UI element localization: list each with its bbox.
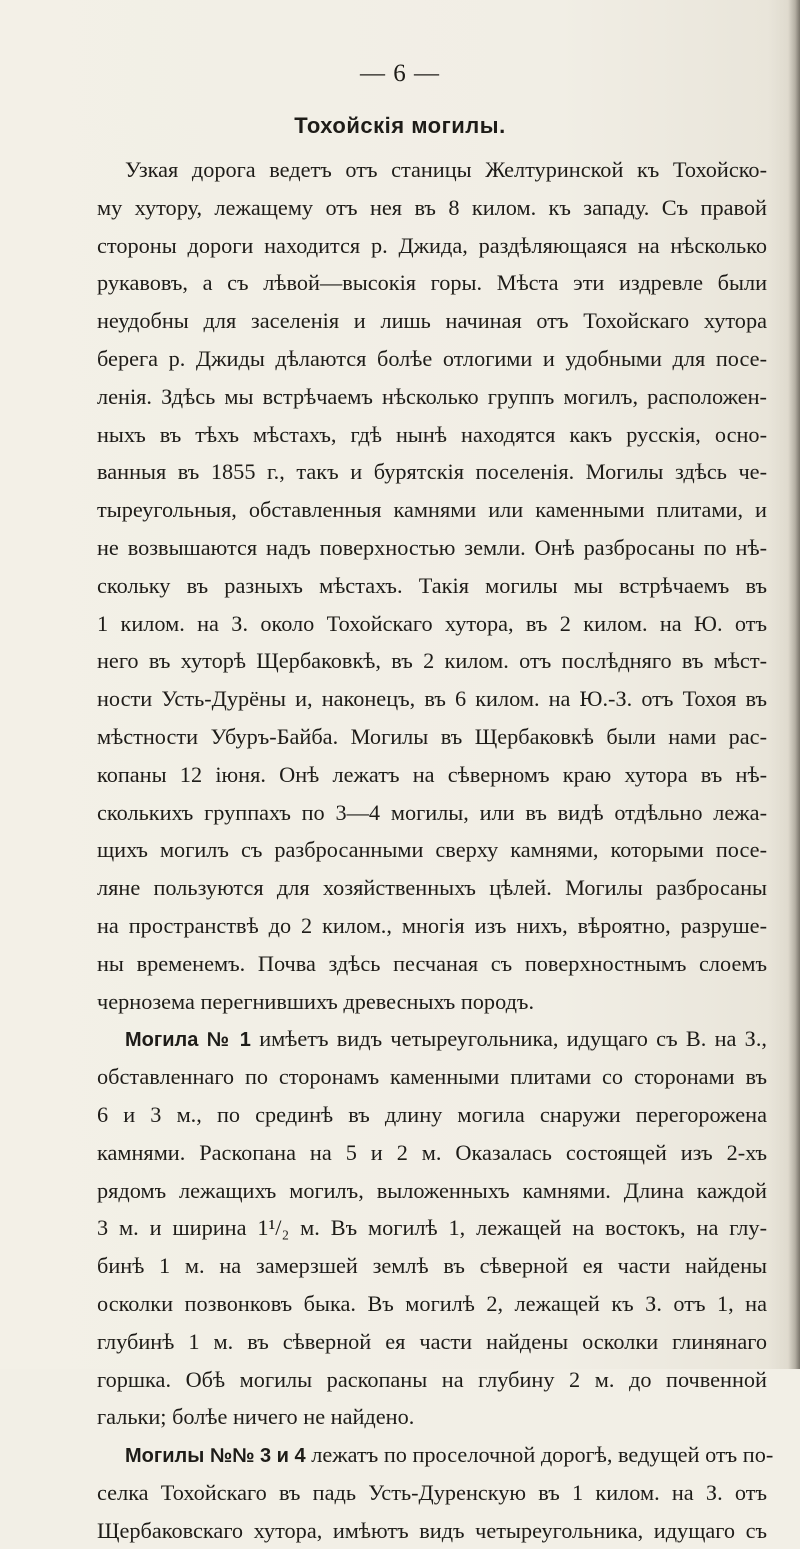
text-line [97, 1474, 767, 1512]
text-line [97, 378, 767, 416]
text-line [97, 831, 767, 869]
body-text [97, 151, 774, 1549]
text-line [97, 1361, 767, 1399]
text-line [97, 605, 767, 643]
text-line [97, 756, 767, 794]
text-line [97, 945, 767, 983]
text-line [97, 1134, 767, 1172]
text-line [97, 1209, 767, 1247]
line-text: мѣстности Убуръ-Байба. Могилы въ Щербаковкѣ были нами рас- [97, 723, 767, 749]
line-text: ляне пользуются для хозяйственныхъ цѣлей. Могилы разбросаны [97, 875, 767, 901]
text-line [97, 567, 767, 605]
text-line [97, 416, 767, 454]
text-line [97, 1436, 774, 1474]
text-line [97, 794, 767, 832]
page-edge-shadow [788, 0, 800, 1369]
line-text: чернозема перегнившихъ древесныхъ породъ. [97, 988, 535, 1014]
text-line [97, 907, 767, 945]
text-line [97, 529, 767, 567]
line-text: берега р. Джиды дѣлаются болѣе отлогими и удобными для посе- [97, 345, 767, 371]
line-text: сколькихъ группахъ по 3—4 могилы, или въ видѣ отдѣльно лежа- [97, 799, 767, 825]
text-line [97, 1020, 767, 1058]
line-text: Узкая дорога ведетъ отъ станицы Желтуринской къ Тохойско- [125, 157, 767, 182]
text-line [97, 1323, 767, 1361]
line-text: глубинѣ 1 м. въ сѣверной ея части найдены осколки глинянаго [97, 1328, 767, 1354]
text-line [97, 1398, 767, 1436]
page-number: — 6 — [360, 60, 440, 87]
text-line [97, 227, 767, 265]
line-text: не возвышаются надъ поверхностью земли. Онѣ разбросаны по нѣ- [97, 534, 767, 560]
text-line [97, 264, 767, 302]
text-line [97, 1058, 767, 1096]
line-text: ванныя въ 1855 г., такъ и бурятскія поселенія. Могилы здѣсь че- [97, 459, 767, 485]
text-line [97, 151, 767, 189]
text-line [97, 340, 767, 378]
line-text: 1 килом. на З. около Тохойскаго хутора, въ 2 килом. на Ю. отъ [97, 610, 767, 636]
line-text: селка Тохойскаго въ падь Усть-Дуренскую въ 1 килом. на З. отъ [97, 1479, 767, 1505]
text-line [97, 1096, 767, 1134]
line-text: гальки; болѣе ничего не найдено. [97, 1404, 415, 1430]
line-text: на пространствѣ до 2 килом., многія изъ нихъ, вѣроятно, разруше- [97, 912, 767, 938]
line-text: бинѣ 1 м. на замерзшей землѣ въ сѣверной ея части найдены [97, 1253, 767, 1279]
text-line [97, 1285, 767, 1323]
grave-label: Могилы №№ 3 и 4 [125, 1445, 306, 1468]
line-text: копаны 12 іюня. Онѣ лежатъ на сѣверномъ краю хутора въ нѣ- [97, 761, 767, 787]
line-text: камнями. Раскопана на 5 и 2 м. Оказалась состоящей изъ 2-хъ [97, 1139, 767, 1165]
line-text: 6 и 3 м., по срединѣ въ длину могила снаружи перегорожена [97, 1101, 767, 1127]
text-line [97, 680, 767, 718]
text-line [97, 1512, 767, 1549]
text-line [97, 453, 767, 491]
line-text: обставленнаго по сторонамъ каменными плитами со сторонами въ [97, 1064, 767, 1090]
line-text: лежатъ по проселочной дорогѣ, ведущей отъ по- [305, 1442, 774, 1468]
line-text: скольку въ разныхъ мѣстахъ. Такія могилы мы встрѣчаемъ въ [97, 572, 767, 598]
text-line [97, 718, 767, 756]
line-text: му хутору, лежащему отъ нея въ 8 килом. къ западу. Съ правой [97, 194, 767, 220]
line-text: имѣетъ видъ четыреугольника, идущаго съ В. на З., [250, 1026, 767, 1052]
line-text: неудобны для заселенія и лишь начиная отъ Тохойскаго хутора [97, 308, 767, 334]
line-text: 3 м. и ширина 1¹/₂ м. Въ могилѣ 1, лежащей на востокъ, на глу- [97, 1215, 767, 1241]
text-line [97, 302, 767, 340]
line-text: осколки позвонковъ быка. Въ могилѣ 2, лежащей къ З. отъ 1, на [97, 1290, 767, 1316]
line-text: рукавовъ, а съ лѣвой—высокія горы. Мѣста эти издревле были [97, 270, 767, 296]
line-text: ности Усть-Дурёны и, наконецъ, въ 6 килом. на Ю.-З. отъ Тохоя въ [97, 686, 767, 712]
line-text: стороны дороги находится р. Джида, раздѣляющаяся на нѣсколько [97, 232, 767, 258]
line-text: горшка. Обѣ могилы раскопаны на глубину 2 м. до почвенной [97, 1366, 767, 1392]
line-text: рядомъ лежащихъ могилъ, выложенныхъ камнями. Длина каждой [97, 1177, 767, 1203]
line-text: щихъ могилъ съ разбросанными сверху камнями, которыми посе- [97, 837, 767, 863]
text-line [97, 983, 767, 1021]
grave-label: Могила № 1 [125, 1029, 251, 1052]
text-line [97, 1247, 767, 1285]
line-text: Щербаковскаго хутора, имѣютъ видъ четыреугольника, идущаго съ [97, 1517, 767, 1543]
text-line [97, 1172, 767, 1210]
text-line [97, 869, 767, 907]
text-line [97, 642, 767, 680]
text-line [97, 189, 767, 227]
line-text: тыреугольныя, обставленныя камнями или каменными плитами, и [97, 497, 767, 523]
text-line [97, 491, 767, 529]
section-heading: Тохойскія могилы. [294, 113, 506, 138]
line-text: него въ хуторѣ Щербаковкѣ, въ 2 килом. отъ послѣдняго въ мѣст- [97, 648, 767, 674]
line-text: ны временемъ. Почва здѣсь песчаная съ поверхностнымъ слоемъ [97, 950, 767, 976]
line-text: ленія. Здѣсь мы встрѣчаемъ нѣсколько группъ могилъ, расположен- [97, 383, 767, 409]
line-text: ныхъ въ тѣхъ мѣстахъ, гдѣ нынѣ находятся какъ русскія, осно- [97, 421, 767, 447]
